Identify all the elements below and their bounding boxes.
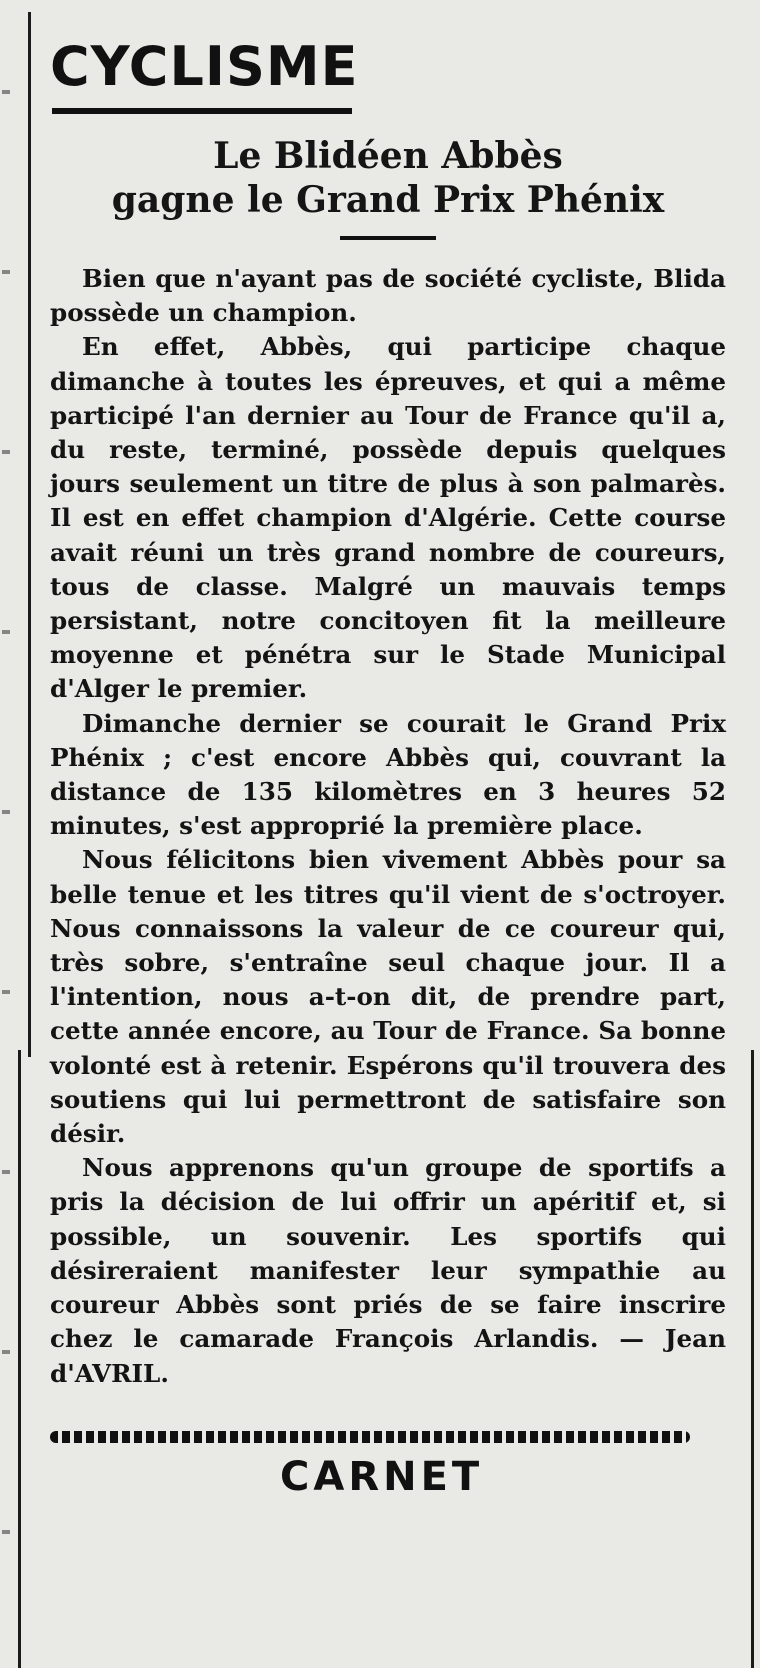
headline-line-2: gagne le Grand Prix Phénix — [111, 179, 665, 221]
column-rule-left-lower — [18, 1050, 21, 1668]
article-paragraph: Dimanche dernier se courait le Grand Prix Phénix ; c'est encore Abbès qui, couvrant la distance de 135 kilomètres en 3 heures 52 minutes, s'est approprié la première place. — [50, 708, 726, 841]
article-paragraph-text: Nous apprenons qu'un groupe de sportifs a pris la décision de lui offrir un apéritif et, si possible, un souvenir. Les sportifs qui désireraient manifester leur sympathie au coureur Abbès sont priés de se faire inscrire chez le camarade François Arlandis. — — [50, 1153, 726, 1354]
article-headline — [50, 134, 726, 222]
article-body — [50, 262, 726, 1391]
section-title: CYCLISME — [50, 35, 359, 98]
column-rule-right — [751, 1050, 754, 1668]
author-signature: Jean d'AVRIL. — [50, 1324, 726, 1388]
article-paragraph: Nous félicitons bien vivement Abbès pour sa belle tenue et les titres qu'il vient de s'octroyer. Nous connaissons la valeur de ce coureur qui, très sobre, s'entraîne seul chaque jour. Il a l'intention, nous a-t-on dit, de prendre part, cette année encore, au Tour de France. Sa bonne volonté est à retenir. Espérons qu'il trouvera des soutiens qui lui permettront de satisfaire son désir. — [50, 845, 726, 1149]
newspaper-column — [50, 35, 726, 1500]
page-edge-marks — [2, 0, 10, 1668]
next-section-title: CARNET — [280, 1453, 484, 1500]
article-paragraph-last — [50, 1151, 726, 1390]
decorative-wavy-divider — [50, 1431, 690, 1443]
article-paragraph: Bien que n'ayant pas de société cycliste, Blida possède un champion. — [50, 264, 726, 328]
next-section-heading-cropped — [280, 1453, 484, 1500]
section-title-underline — [52, 108, 352, 114]
column-rule-left — [28, 12, 31, 1057]
headline-divider — [340, 236, 436, 240]
headline-line-1: Le Blidéen Abbès — [213, 135, 563, 177]
article-paragraph: En effet, Abbès, qui participe chaque dimanche à toutes les épreuves, et qui a même participé l'an dernier au Tour de France qu'il a, du reste, terminé, possède depuis quelques jours seulement un titre de plus à son palmarès. Il est en effet champion d'Algérie. Cette course avait réuni un très grand nombre de coureurs, tous de classe. Malgré un mauvais temps persistant, notre concitoyen fit la meilleure moyenne et pénétra sur le Stade Municipal d'Alger le premier. — [50, 332, 726, 704]
